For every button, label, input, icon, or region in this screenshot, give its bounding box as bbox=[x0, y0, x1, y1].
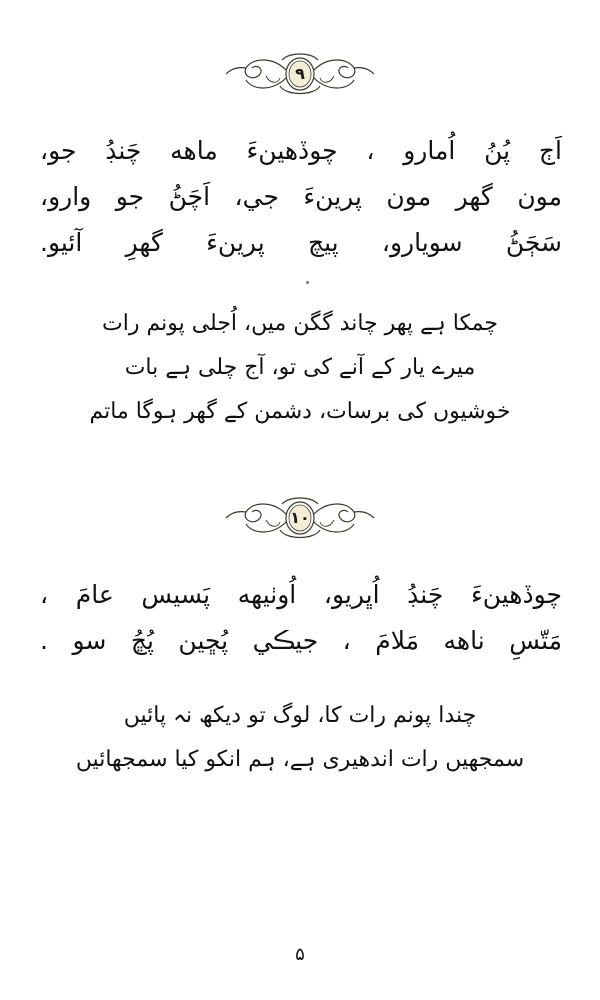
urdu-line: چندا پونم رات کا، لوگ تو دیکھ نہ پائیں bbox=[123, 703, 477, 728]
sindhi-line: چوڏهينءَ چَنڊُ اُڀريو، اُوٺيهه پَسيس عامَ ، bbox=[40, 580, 562, 609]
sindhi-line: اَڄ پُنُ اُمارو ، چوڏهينءَ ماهه چَنڊُ جو، bbox=[40, 136, 562, 165]
sindhi-line: مون گهر مون پرينءَ جي، اَچَڻُ جو وارو، bbox=[40, 182, 562, 211]
verse-number: ۹ bbox=[295, 64, 305, 83]
sindhi-verse-1 bbox=[40, 128, 562, 266]
verse-number: ۱۰ bbox=[290, 508, 310, 527]
sindhi-line: سَڄَڻُ سويارو، پيچ پرينءَ گهرِ آئيو. bbox=[40, 228, 562, 257]
urdu-translation-2 bbox=[0, 694, 600, 782]
urdu-line: خوشیوں کی برسات، دشمن کے گھر ہوگا ماتم bbox=[89, 399, 511, 424]
urdu-translation-1 bbox=[0, 302, 600, 434]
urdu-line: میرے یار کے آنے کی تو، آج چلی ہے بات bbox=[124, 355, 476, 380]
sindhi-line: مَتّسِ ناهه مَلامَ ، جيڪي پُڇين پُڇُ سو . bbox=[40, 626, 562, 655]
sindhi-verse-2 bbox=[40, 572, 562, 664]
verse-number-ornament-9 bbox=[220, 46, 380, 102]
verse-number-ornament-10 bbox=[220, 490, 380, 546]
page-number: ۵ bbox=[295, 944, 305, 965]
divider-dot bbox=[306, 281, 309, 284]
urdu-line: چمکا ہے پھر چاند گگن میں، اُجلی پونم رات bbox=[102, 311, 498, 336]
urdu-line: سمجھیں رات اندھیری ہے، ہم انکو کیا سمجھائیں bbox=[75, 747, 525, 772]
